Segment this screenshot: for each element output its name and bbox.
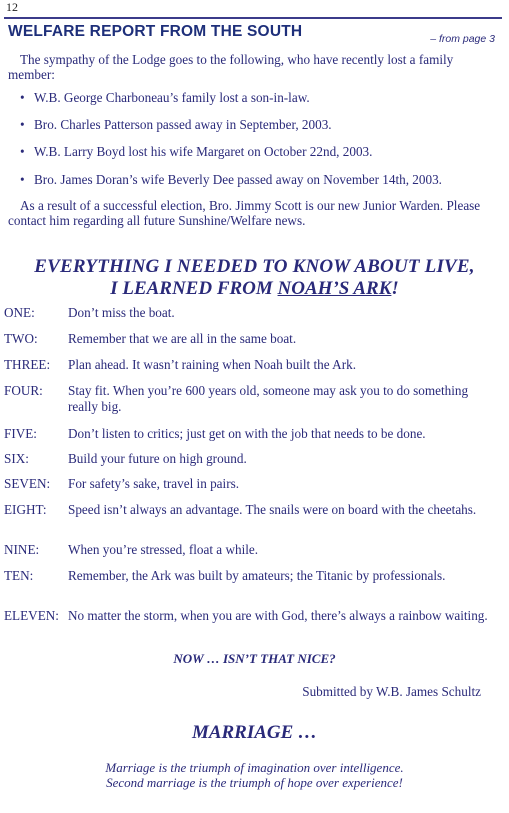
lesson-number: NINE:	[4, 542, 40, 557]
lesson-text: Don’t miss the boat.	[68, 305, 175, 320]
submitted-by: Submitted by W.B. James Schultz	[302, 684, 481, 699]
page-number: 12	[6, 0, 18, 14]
lesson-text: For safety’s sake, travel in pairs.	[68, 476, 240, 491]
lesson-text: Remember that we are all in the same boat.	[68, 331, 297, 346]
lesson-text: Don’t listen to critics; just get on with the job that needs to be done.	[68, 426, 426, 441]
lesson-text: Stay fit. When you’re 600 years old, someone may ask you to do something really big.	[68, 383, 469, 414]
welfare-intro: The sympathy of the Lodge goes to the following, who have recently lost a family member:	[8, 52, 454, 82]
lesson-text: Speed isn’t always an advantage. The snails were on board with the cheetahs.	[68, 502, 477, 517]
lesson-number: THREE:	[4, 357, 51, 372]
list-item: • Bro. James Doran’s wife Beverly Dee passed away on November 14th, 2003.	[22, 172, 442, 188]
lesson-number: TEN:	[4, 568, 34, 583]
continued-from: – from page 3	[430, 33, 495, 45]
lesson-number: FOUR:	[4, 383, 43, 398]
closing-line: NOW … ISN’T THAT NICE?	[173, 651, 336, 666]
lesson-text: No matter the storm, when you are with God, there’s always a rainbow waiting.	[68, 608, 488, 623]
list-item: • Bro. Charles Patterson passed away in September, 2003.	[22, 117, 332, 133]
noah-ark-underlined: NOAH’S ARK	[277, 278, 392, 299]
ark-title-line1: EVERYTHING I NEEDED TO KNOW ABOUT LIVE,	[34, 256, 475, 277]
lesson-number: EIGHT:	[4, 502, 47, 517]
lesson-number: TWO:	[4, 331, 38, 346]
election-note: As a result of a successful election, Bro. Jimmy Scott is our new Junior Warden. Please contact him regarding all future Sunshine/Welfare news.	[8, 198, 481, 228]
list-item: • W.B. Larry Boyd lost his wife Margaret on October 22nd, 2003.	[22, 144, 372, 160]
welfare-title: WELFARE REPORT FROM THE SOUTH	[8, 23, 303, 40]
lesson-number: FIVE:	[4, 426, 37, 441]
ark-title-line2: I LEARNED FROM NOAH’S ARK!	[110, 278, 399, 299]
lesson-text: Plan ahead. It wasn’t raining when Noah built the Ark.	[68, 357, 356, 372]
lesson-text: When you’re stressed, float a while.	[68, 542, 259, 557]
list-item: • W.B. George Charboneau’s family lost a son-in-law.	[22, 90, 310, 106]
lesson-number: ONE:	[4, 305, 35, 320]
lesson-text: Remember, the Ark was built by amateurs; the Titanic by professionals.	[68, 568, 446, 583]
lesson-number: ELEVEN:	[4, 608, 59, 623]
header-rule	[4, 17, 502, 19]
lesson-number: SIX:	[4, 451, 29, 466]
marriage-title: MARRIAGE …	[191, 722, 318, 743]
marriage-quote-line2: Second marriage is the triumph of hope over experience!	[106, 775, 403, 790]
lesson-text: Build your future on high ground.	[68, 451, 247, 466]
marriage-quote-line1: Marriage is the triumph of imagination over intelligence.	[105, 760, 404, 775]
lesson-number: SEVEN:	[4, 476, 51, 491]
